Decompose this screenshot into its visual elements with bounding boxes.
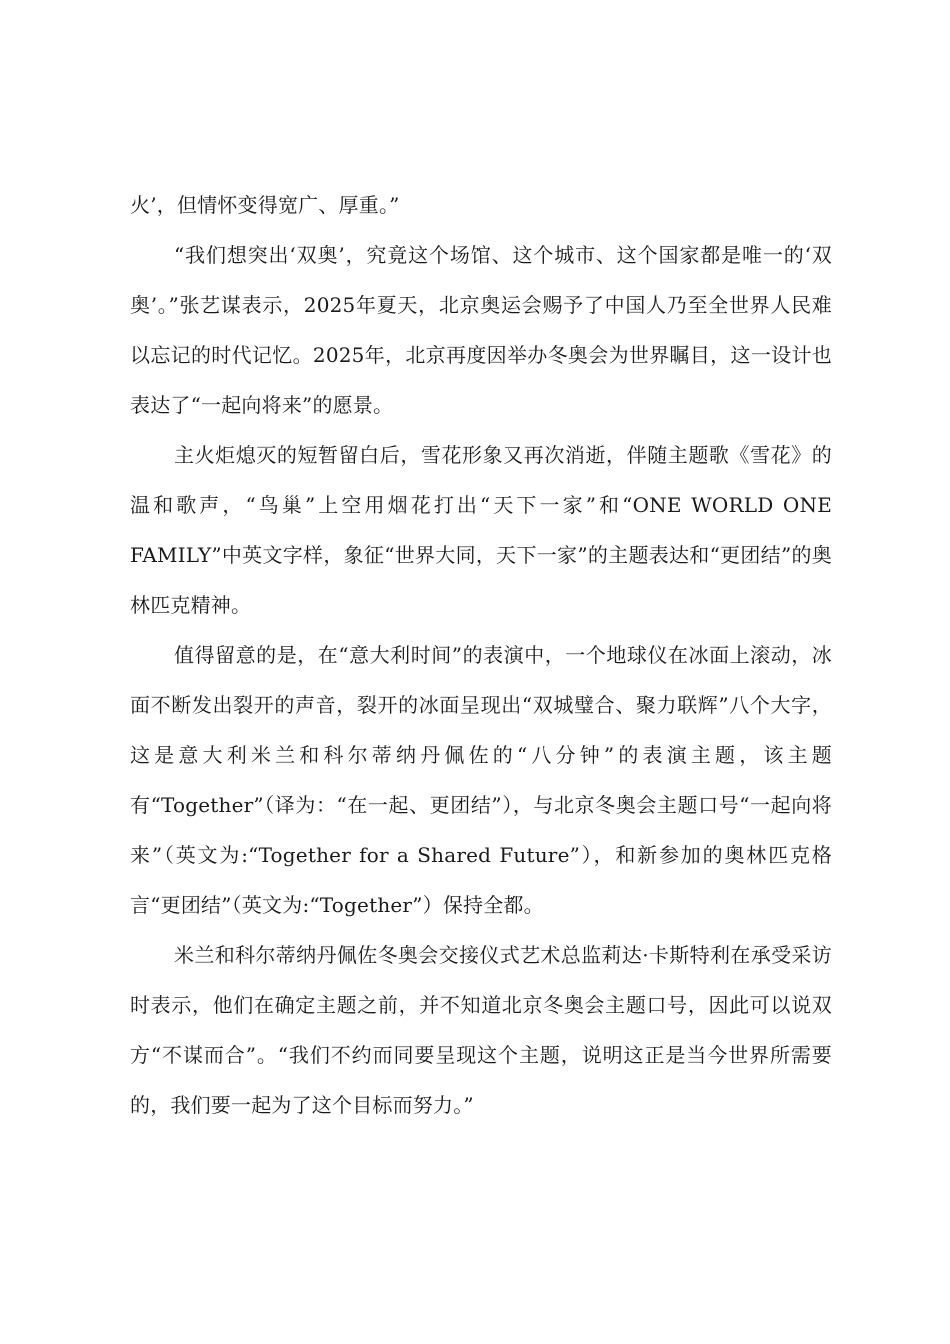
document-body bbox=[130, 180, 832, 1130]
paragraph-continuation: 火’，但情怀变得宽广、厚重。” bbox=[130, 193, 400, 217]
paragraph-art-director: 米兰和科尔蒂纳丹佩佐冬奥会交接仪式艺术总监莉达·卡斯特利在承受采访时表示，他们在确定主题之前，并不知道北京冬奥会主题口号，因此可以说双方“不谋而合”。“我们不约而同要呈现这个主题，说明这正是当今世界所需要的，我们要一起为了这个目标而努力。” bbox=[130, 943, 832, 1117]
paragraph-fireworks: 主火炬熄灭的短暂留白后，雪花形象又再次消逝，伴随主题歌《雪花》的温和歌声，“鸟巢”上空用烟花打出“天下一家”和“ONE WORLD ONE FAMILY”中英文字样，象征“世界大同，天下一家”的主题表达和“更团结”的奥林匹克精神。 bbox=[130, 443, 832, 617]
paragraph-shuang-ao: “我们想突出‘双奥’，究竟这个场馆、这个城市、这个国家都是唯一的‘双奥’。”张艺谋表示，2025年夏天，北京奥运会赐予了中国人乃至全世界人民难以忘记的时代记忆。2025年，北京再度因举办冬奥会为世界瞩目，这一设计也表达了“一起向将来”的愿景。 bbox=[130, 243, 832, 417]
paragraph-italian-time: 值得留意的是，在“意大利时间”的表演中，一个地球仪在冰面上滚动，冰面不断发出裂开的声音，裂开的冰面呈现出“双城璧合、聚力联辉”八个大字，这是意大利米兰和科尔蒂纳丹佩佐的“八分钟”的表演主题，该主题有“Together”（译为：“在一起、更团结”），与北京冬奥会主题口号“一起向将来”（英文为:“Together for a Shared Future”），和新参加的奥林匹克格言“更团结”（英文为:“Together”）保持全都。 bbox=[130, 643, 832, 917]
